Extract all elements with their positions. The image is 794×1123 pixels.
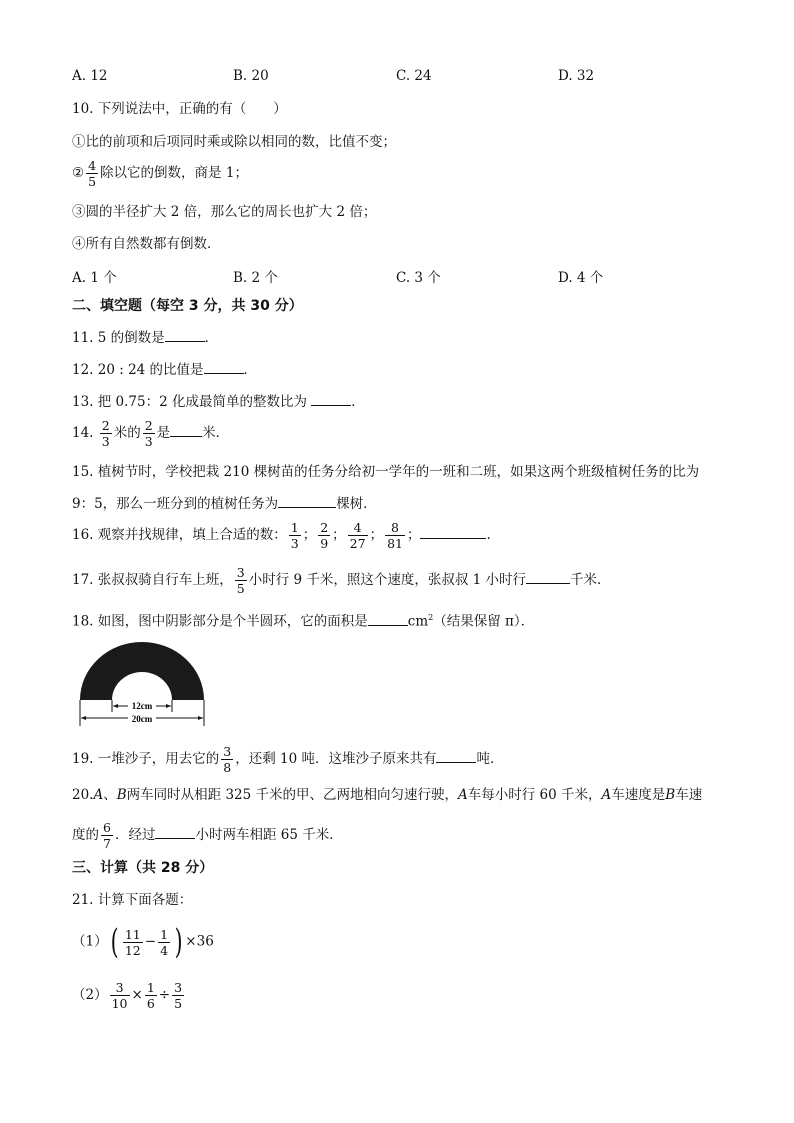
q10-statement-2 — [72, 158, 248, 189]
fraction — [101, 820, 113, 851]
q12 — [72, 361, 257, 379]
q19-end: 吨． — [476, 751, 504, 767]
q15-end: 棵树． — [336, 496, 377, 512]
q20-line-1 — [72, 786, 702, 804]
q20-end: 小时两车相距 65 千米． — [195, 827, 343, 843]
q10-s2-text: 除以它的倒数，商是 1； — [100, 165, 248, 181]
denominator: 5 — [88, 174, 97, 189]
q11-end: ． — [204, 330, 219, 346]
q21-part-2 — [72, 980, 186, 1011]
q17 — [72, 565, 611, 596]
q17-text-2: 小时行 9 千米，照这个速度，张叔叔 1 小时行 — [248, 572, 527, 588]
q9-option-b: B. 20 — [233, 68, 269, 84]
q18-unit-exponent: 2 — [428, 613, 434, 622]
q13-text: 13. 把 0.75：2 化成最简单的整数比为 — [72, 394, 312, 410]
q10-option-c: C. 3 个 — [396, 270, 441, 286]
q10-s2-marker: ② — [72, 165, 85, 181]
numerator: 1 — [290, 520, 299, 535]
q17-text: 17. 张叔叔骑自行车上班， — [72, 572, 233, 588]
q14-text-2: 是 — [156, 425, 171, 441]
q10-option-b: B. 2 个 — [233, 270, 278, 286]
q21-p1-label: （1） — [72, 933, 108, 950]
answer-blank[interactable] — [165, 329, 205, 342]
numerator: 3 — [174, 980, 183, 995]
fraction — [123, 927, 143, 958]
separator: ； — [302, 527, 317, 543]
answer-blank[interactable] — [526, 571, 570, 584]
q16-end: . — [486, 527, 491, 543]
numerator: 2 — [101, 418, 110, 433]
q20-line-2 — [72, 820, 343, 851]
var-a: A — [458, 787, 468, 803]
q11 — [72, 329, 218, 347]
answer-blank[interactable] — [278, 495, 336, 508]
inner-diameter-label: 12cm — [131, 701, 153, 711]
arrowhead — [198, 716, 203, 720]
q13-end: ． — [351, 394, 365, 410]
q14-end: 米． — [202, 425, 230, 441]
outer-diameter-label: 20cm — [131, 714, 153, 724]
fraction — [289, 520, 301, 551]
q20-text-3: 车速度是 — [611, 787, 666, 803]
half-ring-shaded — [80, 642, 204, 700]
separator: 、 — [103, 787, 117, 803]
denominator: 12 — [124, 942, 141, 958]
q12-text: 12. 20 : 24 的比值是 — [72, 362, 204, 378]
answer-blank[interactable] — [436, 750, 476, 763]
fraction — [172, 980, 184, 1011]
q15-line-1: 15. 植树节时，学校把栽 210 棵树苗的任务分给初一学年的一班和二班，如果这两个班级植树任务的比为 — [72, 464, 700, 480]
denominator: 3 — [101, 434, 110, 449]
q20-text-2: 车每小时行 60 千米， — [467, 787, 602, 803]
q14 — [72, 418, 229, 449]
q10-stem: 10. 下列说法中，正确的有（ ） — [72, 101, 287, 117]
q10-statement-3: ③圆的半径扩大 2 倍，那么它的周长也扩大 2 倍； — [72, 204, 377, 220]
fraction — [110, 980, 130, 1011]
denominator: 7 — [103, 836, 111, 851]
q15-line-2 — [72, 495, 377, 513]
denominator: 3 — [290, 536, 299, 551]
q18-text: 18. 如图，图中阴影部分是个半圆环，它的面积是 — [72, 613, 368, 630]
minus-sign: − — [144, 933, 157, 950]
right-paren: ) — [174, 922, 183, 962]
numerator: 2 — [144, 418, 153, 433]
arrowhead — [166, 704, 171, 708]
fraction — [235, 565, 247, 596]
numerator: 1 — [146, 980, 155, 995]
times-sign: × — [131, 987, 143, 1003]
var-b: B — [665, 787, 676, 803]
half-ring-figure — [76, 638, 208, 730]
denominator: 10 — [111, 996, 128, 1011]
q9-option-d: D. 32 — [558, 68, 595, 84]
fraction — [86, 158, 98, 189]
fraction — [348, 520, 368, 551]
numerator: 4 — [348, 520, 368, 536]
fraction — [221, 744, 233, 775]
denominator: 3 — [144, 434, 153, 449]
divide-sign: ÷ — [158, 987, 171, 1003]
q12-end: ． — [243, 362, 258, 378]
q9-option-c: C. 24 — [396, 68, 432, 84]
answer-blank[interactable] — [311, 393, 351, 406]
numerator: 8 — [385, 520, 405, 536]
q21-part-1 — [72, 922, 214, 962]
arrowhead — [113, 704, 118, 708]
numerator: 4 — [88, 158, 97, 173]
q10-statement-4: ④所有自然数都有倒数． — [72, 236, 221, 252]
q16-text: 16. 观察并找规律，填上合适的数： — [72, 527, 287, 543]
q14-num: 14. — [72, 425, 98, 441]
q14-text: 米的 — [113, 425, 141, 441]
q20-text-4: 车速 — [675, 787, 703, 803]
numerator: 3 — [110, 980, 130, 996]
q10-statement-1: ①比的前项和后项同时乘或除以相同的数，比值不变； — [72, 134, 396, 150]
q21-stem: 21. 计算下面各题： — [72, 892, 193, 908]
q19-text: 19. 一堆沙子，用去它的 — [72, 751, 220, 767]
denominator: 5 — [174, 996, 183, 1011]
q20-text-6: ．经过 — [114, 827, 156, 843]
q19-text-2: ，还剩 10 吨．这堆沙子原来共有 — [235, 751, 437, 767]
denominator: 27 — [349, 536, 366, 551]
left-paren: ( — [110, 922, 119, 962]
section-heading-calculation: 三、计算（共 28 分） — [72, 860, 214, 876]
var-a: A — [93, 787, 104, 803]
numerator: 2 — [320, 520, 329, 535]
q20-num: 20. — [72, 787, 94, 803]
q18-end: （结果保留 π）． — [433, 613, 535, 630]
q18-unit: cm — [407, 613, 429, 630]
fraction — [145, 980, 157, 1011]
q13 — [72, 393, 365, 411]
numerator: 6 — [103, 820, 111, 835]
denominator: 81 — [387, 536, 403, 551]
arrowhead — [81, 716, 86, 720]
var-b: B — [116, 787, 127, 803]
q10-option-d: D. 4 个 — [558, 270, 604, 286]
q20-text-5: 度的 — [72, 827, 99, 843]
denominator: 8 — [223, 760, 232, 775]
denominator: 4 — [160, 942, 169, 958]
q9-option-a: A. 12 — [72, 68, 108, 84]
fraction — [158, 927, 170, 958]
q18 — [72, 609, 534, 631]
separator: ； — [406, 527, 421, 543]
fraction — [385, 520, 405, 551]
var-a: A — [601, 787, 612, 803]
answer-blank[interactable] — [170, 424, 202, 437]
answer-blank[interactable] — [420, 526, 486, 539]
answer-blank[interactable] — [368, 613, 408, 626]
answer-blank[interactable] — [155, 826, 195, 839]
times-36: ×36 — [185, 933, 214, 950]
denominator: 5 — [236, 581, 245, 596]
q10-option-a: A. 1 个 — [72, 270, 117, 286]
separator: ； — [369, 527, 384, 543]
q11-text: 11. 5 的倒数是 — [72, 330, 165, 346]
separator: ； — [332, 527, 346, 543]
q17-end: 千米． — [570, 572, 611, 588]
answer-blank[interactable] — [204, 361, 244, 374]
q16 — [72, 520, 491, 551]
numerator: 11 — [124, 926, 141, 942]
numerator: 3 — [236, 565, 245, 580]
section-heading-fill-in: 二、填空题（每空 3 分，共 30 分） — [72, 298, 303, 314]
fraction — [100, 418, 112, 449]
q19 — [72, 744, 503, 775]
numerator: 1 — [160, 926, 169, 942]
q20-text: 两车同时从相距 325 千米的甲、乙两地相向匀速行驶， — [126, 787, 459, 803]
fraction — [143, 418, 155, 449]
denominator: 9 — [320, 536, 329, 551]
fraction — [318, 520, 330, 551]
q21-p2-label: （2） — [72, 987, 108, 1003]
numerator: 3 — [223, 744, 232, 759]
denominator: 6 — [146, 996, 155, 1011]
q15-text: 9：5，那么一班分到的植树任务为 — [72, 496, 279, 512]
